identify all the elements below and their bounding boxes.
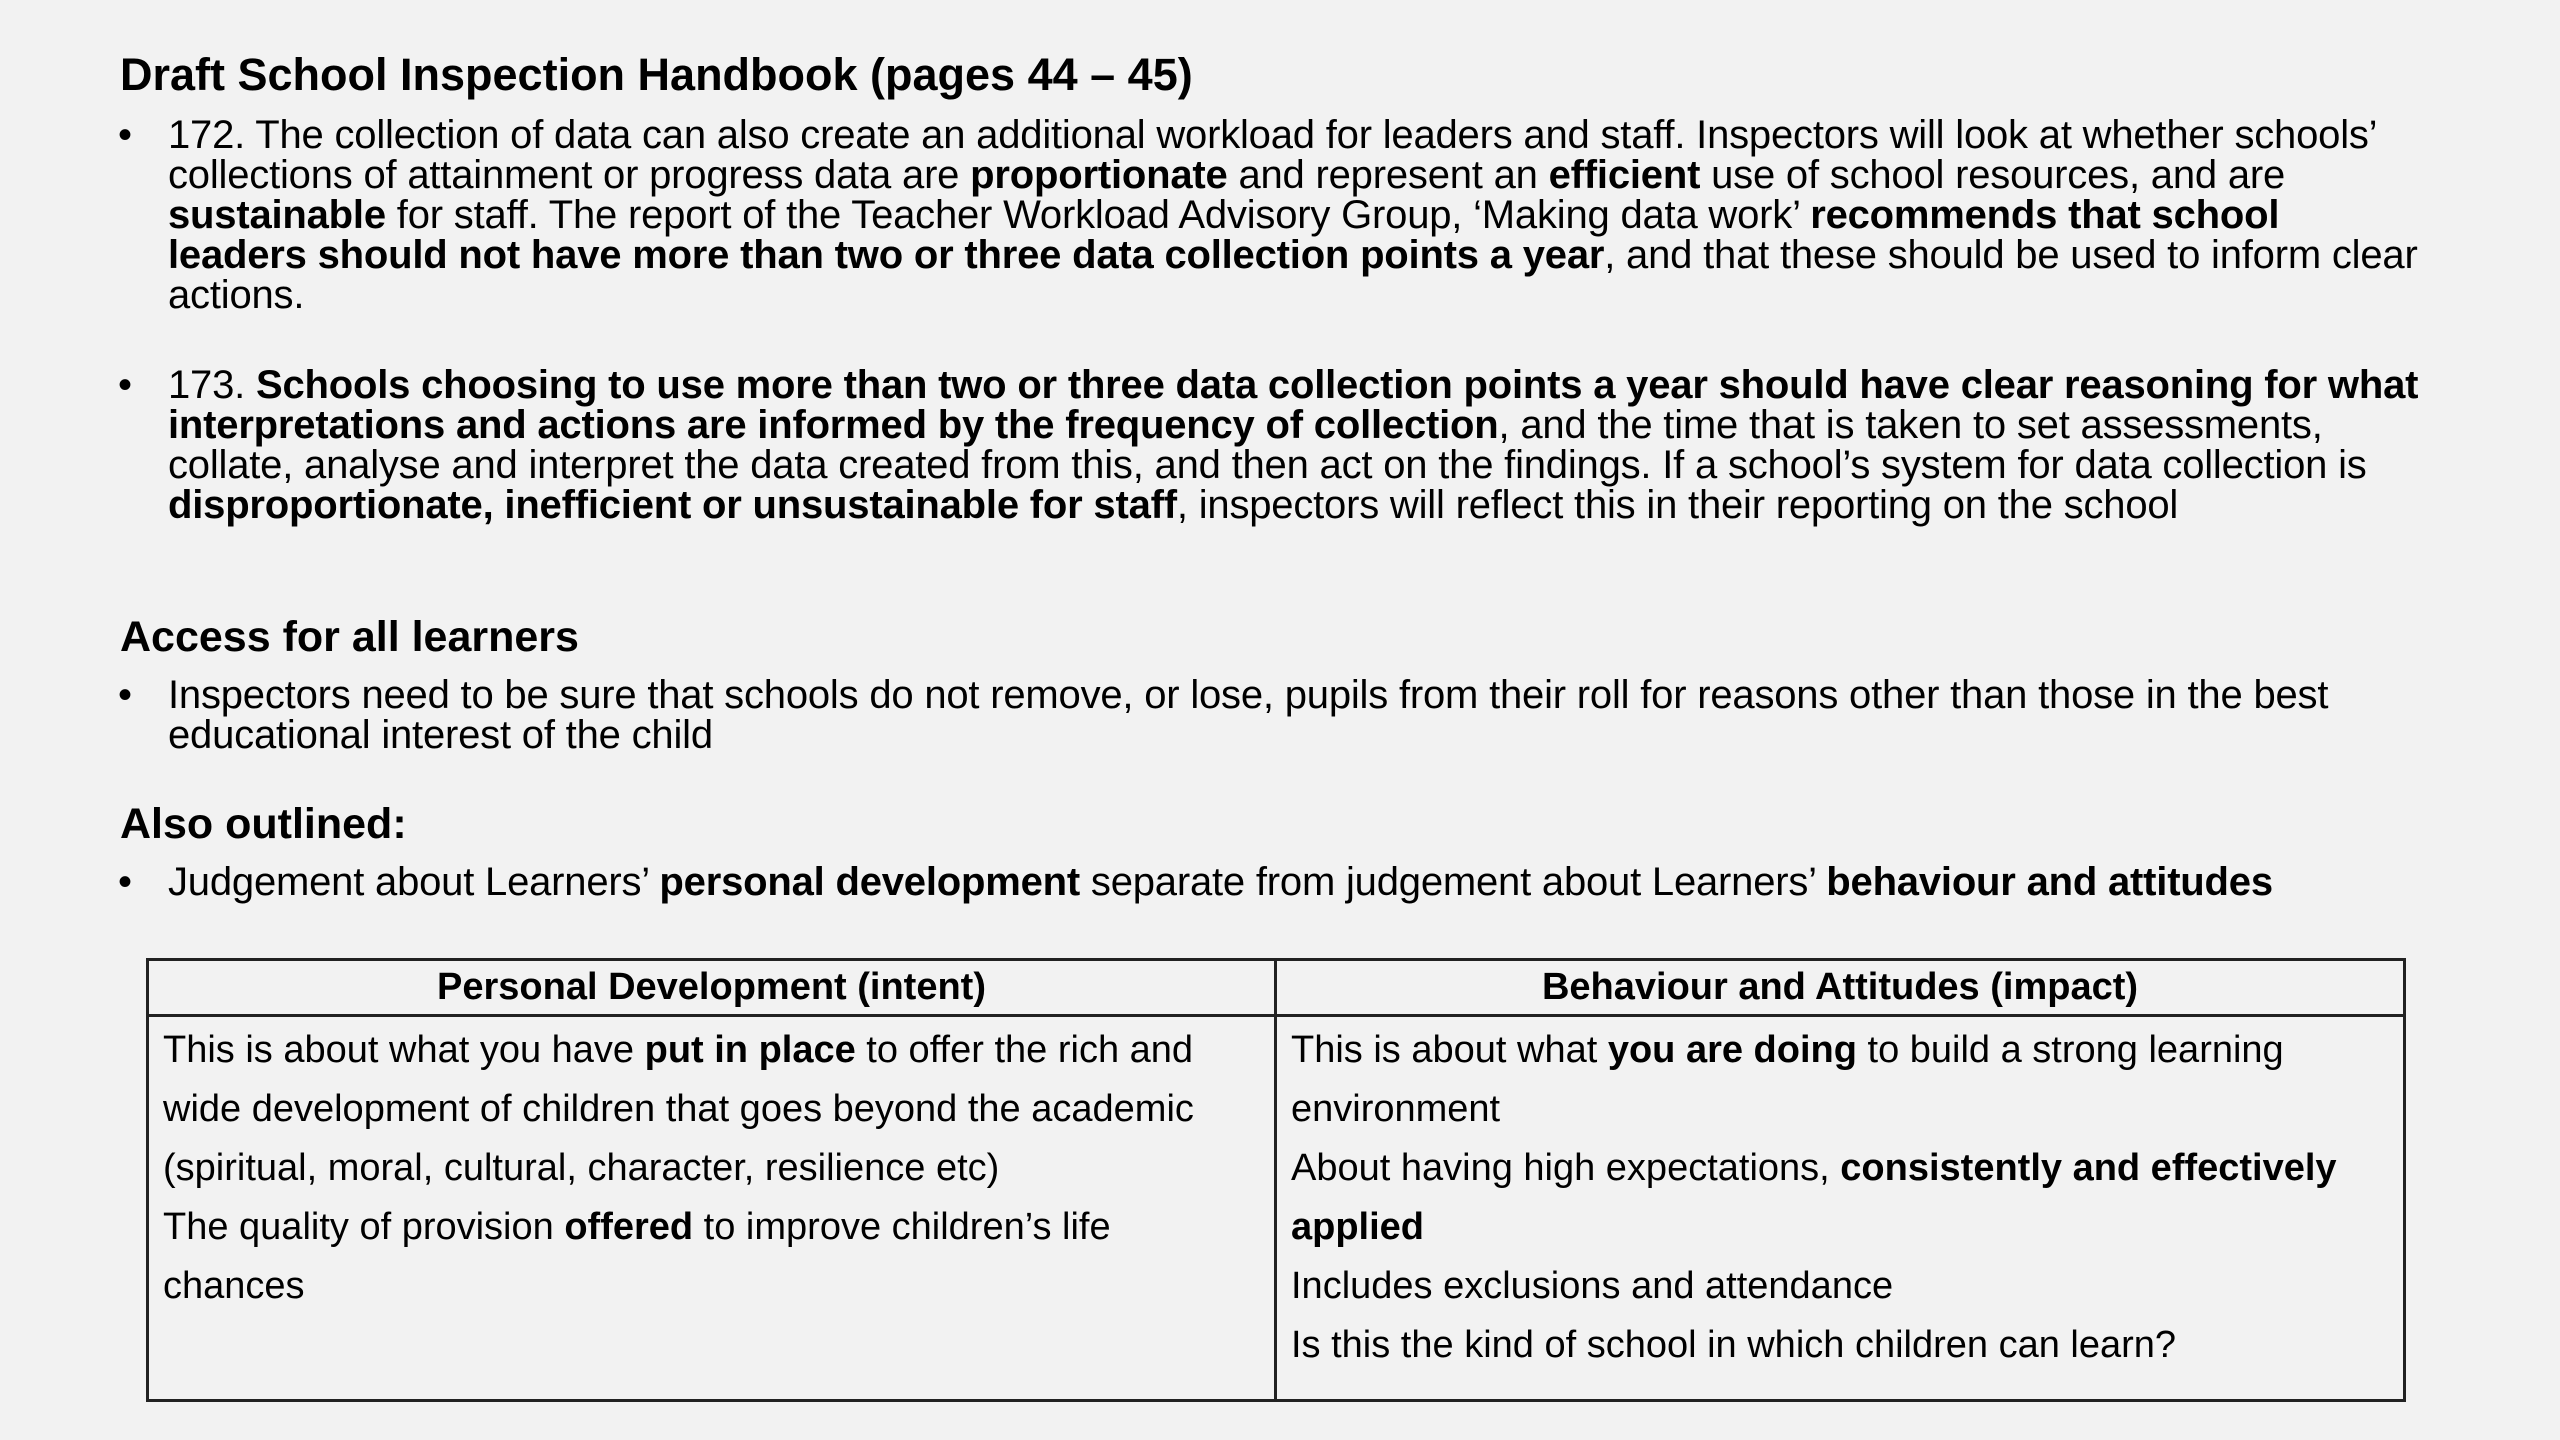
bullet-icon: • bbox=[118, 860, 132, 904]
cell-line: Is this the kind of school in which children can learn? bbox=[1291, 1324, 2177, 1366]
also-heading: Also outlined: bbox=[120, 800, 407, 848]
column-header-personal-development: Personal Development (intent) bbox=[148, 960, 1276, 1016]
behaviour-attitudes-cell bbox=[1276, 1016, 2405, 1401]
bullet-icon: • bbox=[118, 363, 132, 407]
cell-line: Includes exclusions and attendance bbox=[1291, 1265, 1894, 1307]
bullet-item: • Judgement about Learners’ personal development separate from judgement about Learners’ behaviour and attitudes bbox=[118, 860, 2273, 904]
table-header-row bbox=[148, 960, 2405, 1016]
bullet-icon: • bbox=[118, 673, 132, 717]
cell-line: This is about what you have put in place to offer the rich and wide development of children that goes beyond the academic (spiritual, moral, cultural, character, resilience etc) bbox=[163, 1029, 1194, 1189]
bullet-item: • Inspectors need to be sure that schools do not remove, or lose, pupils from their roll for reasons other than those in the best educational interest of the child bbox=[118, 673, 2329, 757]
personal-development-cell bbox=[148, 1016, 1276, 1401]
page-title: Draft School Inspection Handbook (pages 44 – 45) bbox=[120, 49, 1193, 100]
access-bullet bbox=[118, 675, 2428, 755]
bullet-icon: • bbox=[118, 113, 132, 157]
comparison-table bbox=[146, 958, 2406, 1402]
bullet-item: • 173. Schools choosing to use more than two or three data collection points a year should have clear reasoning for what interpretations and actions are informed by the frequency of collection, and the time that is taken to set assessments, collate, analyse and interpret the data created from this, and then act on the findings. If a school’s system for data collection is disproportionate, inefficient or unsustainable for staff, inspectors will reflect this in their reporting on the school bbox=[118, 363, 2419, 527]
table-row bbox=[148, 1016, 2405, 1401]
cell-line: About having high expectations, consistently and effectively applied bbox=[1291, 1147, 2337, 1248]
paragraph-172 bbox=[118, 115, 2428, 315]
column-header-behaviour-attitudes: Behaviour and Attitudes (impact) bbox=[1276, 960, 2405, 1016]
bullet-item: • 172. The collection of data can also create an additional workload for leaders and staff. Inspectors will look at whether schools’ collections of attainment or progress data are proportionate and represent an efficient use of school resources, and are sustainable for staff. The report of the Teacher Workload Advisory Group, ‘Making data work’ recommends that school leaders should not have more than two or three data collection points a year, and that these should be used to inform clear actions. bbox=[118, 113, 2418, 317]
cell-line: This is about what you are doing to build a strong learning environment bbox=[1291, 1029, 2284, 1130]
access-heading: Access for all learners bbox=[120, 613, 579, 661]
also-bullet bbox=[118, 862, 2428, 902]
cell-line: The quality of provision offered to improve children’s life chances bbox=[163, 1206, 1111, 1307]
paragraph-173 bbox=[118, 365, 2428, 525]
